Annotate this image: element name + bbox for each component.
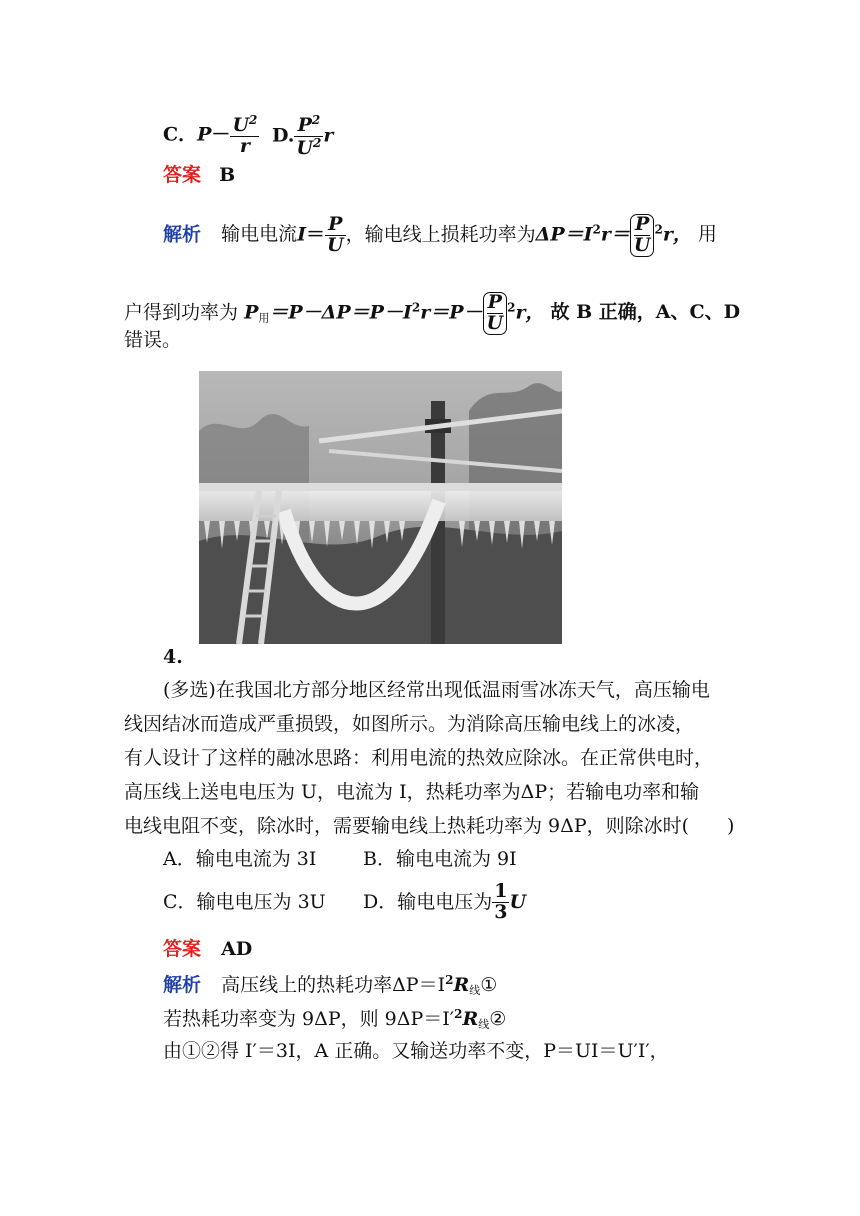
option-c-label: C． (163, 123, 198, 146)
explanation-label: 解析 (163, 974, 202, 996)
fraction-one-third (492, 882, 509, 923)
text: 故 B 正确，A、C、D (550, 301, 741, 324)
answer-label: 答案 (163, 938, 202, 960)
prev-explanation-line2 (124, 292, 740, 335)
question-line: 电线电阻不变，除冰时，需要输电线上热耗功率为 9ΔP，则除冰时( ) (124, 815, 735, 837)
exp: 2 (454, 1007, 463, 1021)
var-r: R (462, 1008, 479, 1030)
option-c: C．输电电压为 3U (163, 891, 326, 913)
explanation-line1 (163, 974, 497, 996)
frac-den: U (326, 233, 344, 256)
frac-den: U (296, 136, 313, 159)
var-i: I (297, 223, 306, 246)
question-line: 线因结冰而造成严重损毁，如图所示。为消除高压输电线上的冰凌， (124, 713, 695, 735)
formula: r＝P－ (420, 301, 483, 324)
answer-value: B (219, 164, 236, 186)
question-line: (多选)在我国北方部分地区经常出现低温雨雪冰冻天气，高压输电 (163, 679, 710, 701)
question-line: 高压线上送电电压为 U，电流为 I，热耗功率为ΔP；若输电功率和输 (124, 781, 700, 803)
frac-den: U (486, 311, 504, 334)
option-a: A．输电电流为 3I (163, 848, 317, 870)
equals: ＝ (305, 223, 325, 246)
exp: 2 (313, 135, 322, 150)
exp: 2 (654, 222, 663, 237)
formula: r＝ (600, 223, 630, 246)
explanation-label: 解析 (163, 223, 202, 246)
iced-power-line-photo (199, 371, 562, 644)
text: 户得到功率为 (124, 301, 239, 324)
subscript: 用 (258, 311, 270, 325)
answer-value: AD (221, 938, 253, 960)
subscript: 线 (469, 984, 481, 997)
question-number: 4. (163, 646, 183, 668)
frac-num: U (232, 114, 250, 136)
frac-den: r (239, 134, 250, 157)
text: D．输电电压为 (363, 890, 493, 913)
var-r: R (453, 974, 470, 996)
mark: ① (480, 974, 498, 996)
var-u: U (509, 890, 527, 913)
mark: ② (489, 1008, 507, 1030)
frac-num: P (487, 291, 502, 313)
frac-num: P (325, 215, 346, 236)
answer-label: 答案 (163, 164, 202, 186)
prev-explanation-line3: 错误。 (124, 329, 182, 351)
formula: r， (515, 301, 545, 324)
exp: 2 (249, 113, 258, 127)
option-c-prev (163, 114, 259, 157)
fraction-p-over-u (325, 215, 346, 256)
subscript: 线 (478, 1018, 490, 1031)
formula: ＝P－ΔP＝P－I (269, 301, 412, 324)
explanation-line2 (163, 1008, 506, 1030)
formula: ΔP＝I (535, 223, 593, 246)
explanation-line3: 由①②得 I′＝3I，A 正确。又输送功率不变，P＝UI＝U′I′， (163, 1040, 669, 1062)
exp: 2 (411, 300, 421, 315)
option-d (363, 882, 526, 923)
frac-num: 1 (494, 880, 508, 902)
exp: 2 (311, 113, 321, 127)
text: 若热耗功率变为 9ΔP，则 9ΔP＝I′ (163, 1008, 455, 1030)
option-d-prev (272, 114, 333, 159)
exp: 2 (507, 300, 516, 315)
frac-den: U (633, 233, 651, 256)
text: 用 (697, 223, 717, 246)
option-d-label: D. (272, 124, 295, 147)
fraction-u2-over-r (230, 114, 259, 157)
text: 输电电流 (221, 223, 298, 246)
var-p: P (244, 301, 259, 324)
fraction-p2-over-u2 (294, 114, 323, 159)
var-r: r (323, 124, 334, 147)
var-p: P (197, 123, 212, 146)
exp: 2 (592, 222, 601, 237)
frac-num: P (297, 114, 312, 136)
answer (163, 940, 252, 959)
text: 高压线上的热耗功率ΔP＝I (221, 974, 446, 996)
formula: r， (662, 223, 692, 246)
minus-sign: － (211, 123, 231, 146)
text: ，输电线上损耗功率为 (345, 223, 536, 246)
prev-answer (163, 166, 235, 185)
prev-explanation-line1 (163, 214, 717, 257)
exp: 2 (445, 973, 454, 987)
paren-p-over-u (483, 292, 508, 335)
frac-den: 3 (494, 900, 508, 923)
paren-p-over-u (630, 214, 655, 257)
option-b: B．输电电流为 9I (363, 848, 517, 870)
question-line: 有人设计了这样的融冰思路：利用电流的热效应除冰。在正常供电时， (124, 747, 714, 769)
frac-num: P (635, 213, 650, 235)
